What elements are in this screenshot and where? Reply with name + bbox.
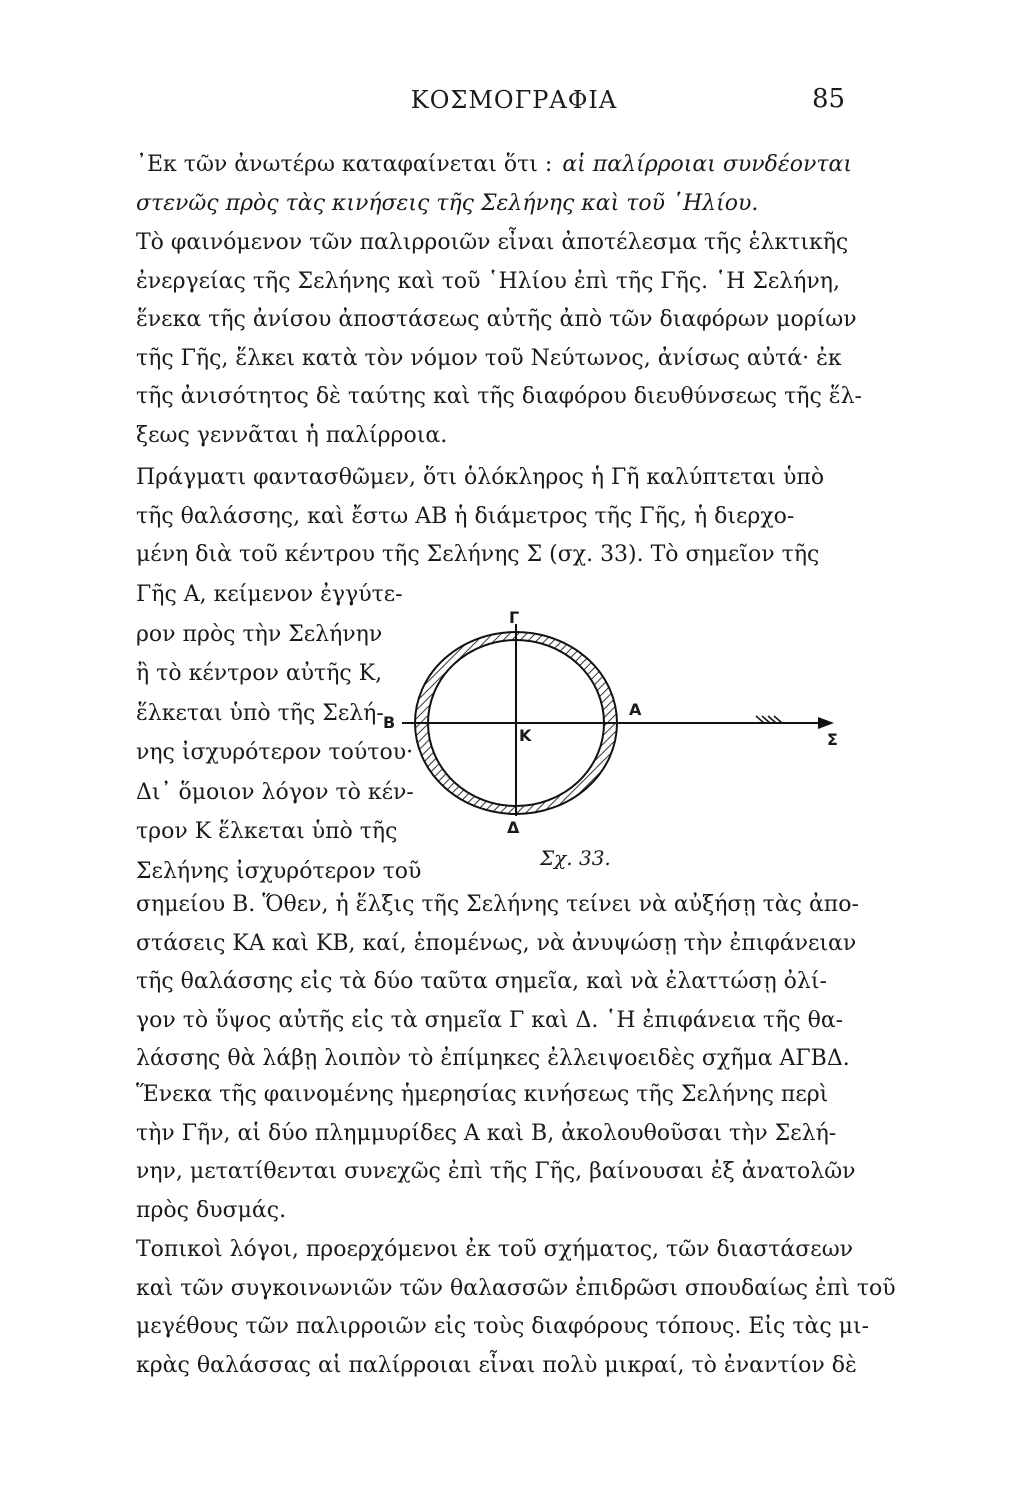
text-span: ξεως γεννᾶται ἡ παλίρροια. — [136, 422, 448, 448]
text-span: Τοπικοὶ λόγοι, προερχόμενοι ἐκ τοῦ σχήματος, τῶν διαστάσεων — [136, 1237, 854, 1262]
text-span: σημείου Β. Ὅθεν, ἡ ἕλξις τῆς Σελήνης τείνει νὰ αὐξήσῃ τὰς ἀπο- — [136, 892, 859, 917]
label-beta: Β — [383, 713, 396, 732]
label-gamma: Γ — [509, 608, 520, 627]
arrow-fletching-icon — [756, 716, 782, 723]
text-line — [136, 1119, 852, 1149]
label-sigma: Σ — [827, 730, 838, 749]
text-span: γον τὸ ὕψος αὐτῆς εἰς τὰ σημεῖα Γ καὶ Δ. ῾Η ἐπιφάνεια τῆς θα- — [136, 1007, 844, 1033]
label-kappa: Κ — [519, 726, 532, 745]
text-line — [136, 502, 852, 532]
text-span: κρὰς θαλάσσας αἱ παλίρροιαι εἶναι πολὺ μικραί, τὸ ἐναντίον δὲ — [136, 1352, 857, 1378]
text-span: ᾿Εκ τῶν ἀνωτέρω καταφαίνεται ὅτι : — [136, 152, 553, 177]
text-span: λάσσης θὰ λάβῃ λοιπὸν τὸ ἐπίμηκες ἐλλειψοειδὲς σχῆμα ΑΓΒΔ. — [136, 1046, 850, 1071]
text-line — [136, 382, 862, 412]
text-span: Τὸ φαινόμενον τῶν παλιρροιῶν εἶναι ἀποτέλεσμα τῆς ἑλκτικῆς — [136, 230, 849, 255]
text-line — [136, 1235, 852, 1265]
text-span: νην, μετατίθενται συνεχῶς ἐπὶ τῆς Γῆς, βαίνουσαι ἐξ ἀνατολῶν — [136, 1159, 856, 1184]
text-line — [136, 540, 852, 570]
text-span: μένη διὰ τοῦ κέντρου τῆς Σελήνης Σ (σχ. 33). Τὸ σημεῖον τῆς — [136, 542, 820, 567]
text-line — [136, 463, 852, 493]
tide-diagram — [380, 610, 850, 880]
text-line — [136, 929, 857, 959]
text-span: αἱ παλίρροιαι συνδέονται — [562, 152, 852, 177]
text-span: ρον πρὸς τὴν Σελήνην — [136, 621, 383, 647]
text-line — [136, 699, 384, 729]
label-delta: Δ — [507, 818, 520, 837]
text-line — [136, 1274, 896, 1304]
text-line — [136, 267, 852, 297]
text-span: τὴν Γῆν, αἱ δύο πλημμυρίδες Α καὶ Β, ἀκολουθοῦσαι τὴν Σελή- — [136, 1120, 837, 1146]
text-line — [136, 738, 414, 768]
text-line — [136, 967, 852, 997]
text-line — [136, 1196, 852, 1226]
text-span: ἕλκεται ὑπὸ τῆς Σελή- — [136, 700, 384, 726]
text-span: Δι᾿ ὅμοιον λόγον τὸ κέν- — [136, 779, 414, 805]
text-span: ἐνεργείας τῆς Σελήνης καὶ τοῦ ῾Ηλίου ἐπὶ τῆς Γῆς. ῾Η Σελήνη, — [136, 268, 840, 294]
text-span: τῆς θαλάσσης, καὶ ἔστω ΑΒ ἡ διάμετρος τῆς Γῆς, ἡ διερχο- — [136, 503, 795, 529]
text-line — [136, 1044, 852, 1074]
text-line — [136, 1351, 857, 1381]
text-span: στενῶς πρὸς τὰς κινήσεις τῆς Σελήνης καὶ τοῦ ῾Ηλίου. — [136, 190, 759, 216]
figure-caption: Σχ. 33. — [540, 846, 611, 870]
text-line — [136, 189, 852, 219]
text-line — [136, 817, 398, 847]
text-line — [136, 150, 852, 180]
text-span: Σελήνης ἰσχυρότερον τοῦ — [136, 858, 422, 884]
running-header: ΚΟΣΜΟΓΡΑΦΙΑ — [410, 86, 618, 114]
text-line — [136, 305, 857, 335]
text-span: τῆς ἀνισότητος δὲ ταύτης καὶ τῆς διαφόρου διευθύνσεως τῆς ἕλ- — [136, 384, 862, 409]
text-span: καὶ τῶν συγκοινωνιῶν τῶν θαλασσῶν ἐπιδρῶσι σπουδαίως ἐπὶ τοῦ — [136, 1275, 896, 1301]
text-line — [136, 421, 852, 451]
text-line — [136, 890, 859, 920]
page-number: 85 — [812, 84, 846, 114]
text-span: ἕνεκα τῆς ἀνίσου ἀποστάσεως αὐτῆς ἀπὸ τῶν διαφόρων μορίων — [136, 307, 857, 332]
text-line — [136, 580, 403, 610]
label-alpha: Α — [629, 700, 642, 719]
text-span: στάσεις ΚΑ καὶ ΚΒ, καί, ἑπομένως, νὰ ἀνυψώσῃ τὴν ἐπιφάνειαν — [136, 930, 857, 956]
text-line — [136, 778, 414, 808]
text-span: τῆς θαλάσσης εἰς τὰ δύο ταῦτα σημεῖα, καὶ νὰ ἐλαττώσῃ ὀλί- — [136, 969, 827, 994]
arrowhead-icon — [818, 717, 834, 729]
text-line — [136, 620, 383, 650]
text-line — [136, 344, 852, 374]
text-span: Γῆς Α, κείμενον ἐγγύτε- — [136, 582, 403, 607]
text-span: τρον Κ ἕλκεται ὑπὸ τῆς — [136, 819, 398, 844]
text-line — [136, 1080, 852, 1110]
text-line — [136, 1006, 852, 1036]
text-line — [136, 1312, 870, 1342]
text-line — [136, 1157, 856, 1187]
text-line — [136, 857, 422, 887]
text-span: τῆς Γῆς, ἕλκει κατὰ τὸν νόμον τοῦ Νεύτωνος, ἀνίσως αὐτά· ἐκ — [136, 345, 842, 371]
figure-33 — [380, 610, 850, 880]
text-span: μεγέθους τῶν παλιρροιῶν εἰς τοὺς διαφόρους τόπους. Εἰς τὰς μι- — [136, 1314, 870, 1339]
text-span: Ἕνεκα τῆς φαινομένης ἡμερησίας κινήσεως τῆς Σελήνης περὶ — [136, 1082, 829, 1107]
text-span: νης ἰσχυρότερον τούτου· — [136, 740, 414, 765]
text-line — [136, 228, 852, 258]
text-line — [136, 659, 383, 689]
text-span: ἢ τὸ κέντρον αὐτῆς Κ, — [136, 661, 383, 686]
text-span: Πράγματι φαντασθῶμεν, ὅτι ὁλόκληρος ἡ Γῆ καλύπτεται ὑπὸ — [136, 465, 825, 490]
text-span: πρὸς δυσμάς. — [136, 1197, 287, 1223]
